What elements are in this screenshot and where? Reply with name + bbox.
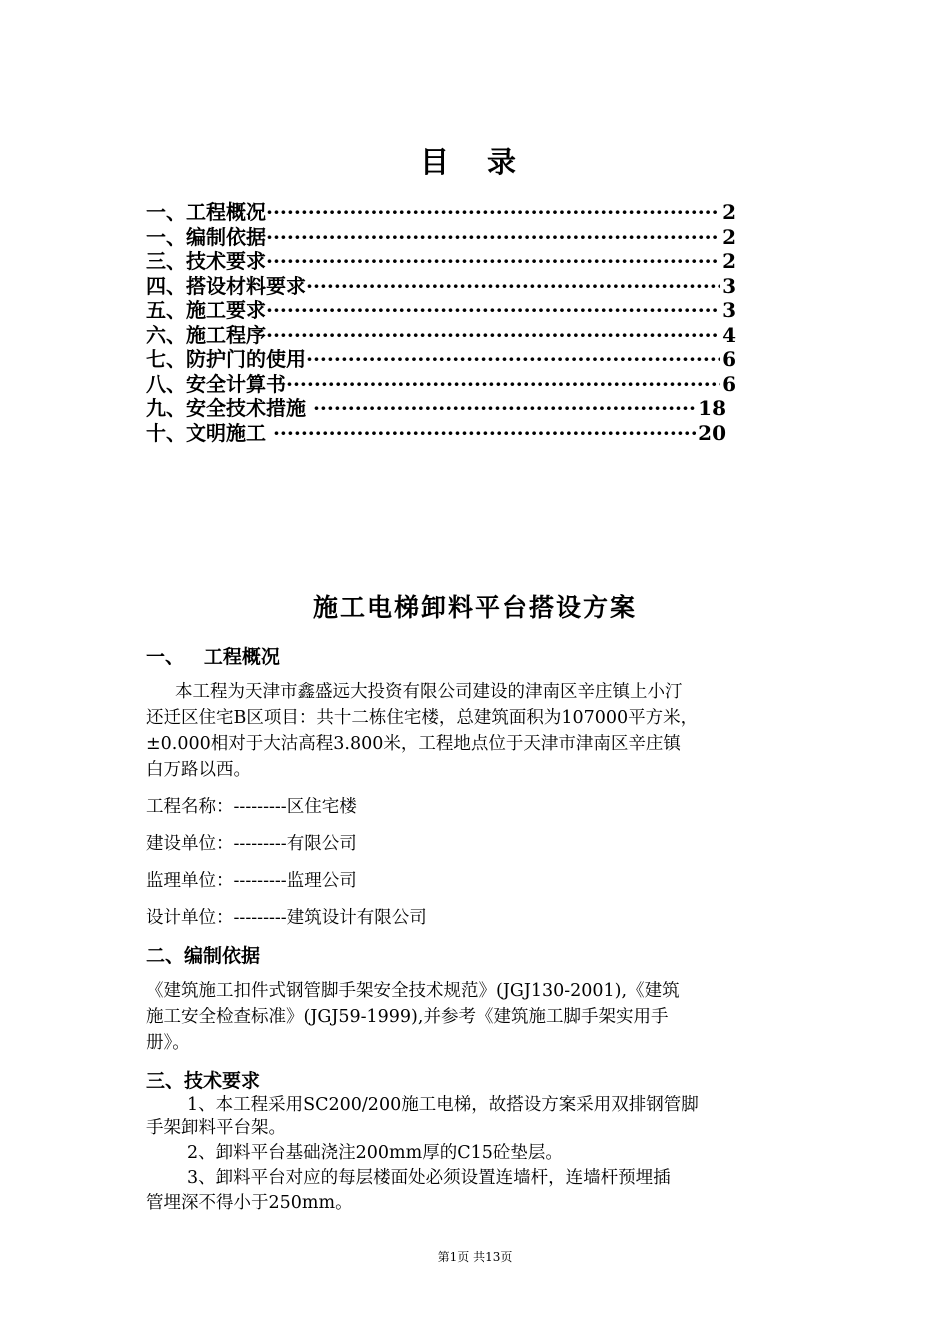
toc-entry[interactable] — [146, 245, 736, 273]
toc-leader-dots — [313, 396, 696, 420]
toc-leader-dots — [266, 298, 720, 322]
paragraph-line: 手架卸料平台架。 — [146, 1118, 286, 1138]
toc-leader-dots — [306, 274, 720, 298]
project-name-field: 工程名称：---------区住宅楼 — [146, 797, 357, 817]
toc-entry-page: 4 — [722, 322, 736, 347]
builder-field: 建设单位：---------有限公司 — [146, 834, 357, 854]
toc-leader-dots — [306, 347, 720, 371]
toc-entry-page: 2 — [722, 200, 736, 224]
toc-entry-page: 18 — [698, 396, 726, 420]
paragraph-line: 还迁区住宅B区项目：共十二栋住宅楼，总建筑面积为107000平方米， — [146, 708, 699, 728]
toc-leader-dots — [266, 323, 720, 347]
toc-entry-page: 2 — [722, 224, 736, 249]
paragraph-line: 1、本工程采用SC200/200施工电梯，故搭设方案采用双排钢管脚 — [187, 1095, 699, 1115]
toc-title: 目 录 — [419, 145, 531, 179]
toc-entry-page: 6 — [722, 371, 736, 396]
section-heading-basis: 二、编制依据 — [146, 945, 261, 967]
toc-entry-label: 六、施工程序 — [146, 322, 266, 347]
paragraph-line: 册》。 — [146, 1033, 190, 1053]
toc-entry-label: 四、搭设材料要求 — [146, 273, 306, 298]
supervisor-field: 监理单位：---------监理公司 — [146, 871, 357, 891]
toc-entry[interactable] — [146, 270, 736, 298]
document-title: 施工电梯卸料平台搭设方案 — [312, 593, 637, 622]
toc-entry[interactable] — [146, 343, 736, 371]
toc-entry-page: 3 — [722, 298, 736, 322]
paragraph-line: 2、卸料平台基础浇注200mm厚的C15砼垫层。 — [187, 1143, 563, 1163]
toc-entry[interactable] — [146, 196, 736, 224]
toc-entry-page: 3 — [722, 273, 736, 298]
toc-entry[interactable] — [146, 392, 726, 420]
toc-entry[interactable] — [146, 417, 726, 445]
toc-entry[interactable] — [146, 319, 736, 347]
paragraph-line: 施工安全检查标准》(JGJ59-1999),并参考《建筑施工脚手架实用手 — [146, 1007, 669, 1027]
paragraph-line: 本工程为天津市鑫盛远大投资有限公司建设的津南区辛庄镇上小汀 — [175, 682, 683, 702]
paragraph-line: 《建筑施工扣件式钢管脚手架安全技术规范》(JGJ130-2001),《建筑 — [146, 981, 680, 1001]
toc-entry[interactable] — [146, 221, 736, 249]
toc-entry-page: 2 — [722, 249, 736, 273]
paragraph-line: ±0.000相对于大沽高程3.800米，工程地点位于天津市津南区辛庄镇 — [146, 734, 681, 754]
paragraph-line: 3、卸料平台对应的每层楼面处必须设置连墙杆，连墙杆预埋插 — [187, 1168, 671, 1188]
paragraph-line: 管埋深不得小于250mm。 — [146, 1193, 353, 1213]
toc-entry-label: 七、防护门的使用 — [146, 347, 306, 371]
toc-leader-dots — [266, 249, 720, 273]
section-heading-technical: 三、技术要求 — [146, 1070, 261, 1092]
toc-entry[interactable] — [146, 294, 736, 322]
section-heading-overview: 一、 工程概况 — [146, 646, 280, 668]
paragraph-line: 白万路以西。 — [146, 760, 251, 780]
toc-entry-label: 十、文明施工 — [146, 420, 273, 445]
toc-entry-page: 20 — [698, 420, 726, 445]
toc-leader-dots — [266, 200, 720, 224]
toc-leader-dots — [286, 372, 720, 396]
toc-leader-dots — [273, 421, 696, 445]
toc-entry-label: 一、编制依据 — [146, 224, 266, 249]
toc-entry-label: 五、施工要求 — [146, 298, 266, 322]
toc-entry-page: 6 — [722, 347, 736, 371]
toc-entry-label: 九、安全技术措施 — [146, 396, 313, 420]
toc-entry[interactable] — [146, 368, 736, 396]
toc-leader-dots — [266, 225, 720, 249]
toc-entry-label: 一、工程概况 — [146, 200, 266, 224]
toc-entry-label: 三、技术要求 — [146, 249, 266, 273]
designer-field: 设计单位：---------建筑设计有限公司 — [146, 908, 427, 928]
table-of-contents — [146, 196, 736, 445]
toc-entry-label: 八、安全计算书 — [146, 371, 286, 396]
page-footer: 第1页 共13页 — [437, 1250, 513, 1264]
